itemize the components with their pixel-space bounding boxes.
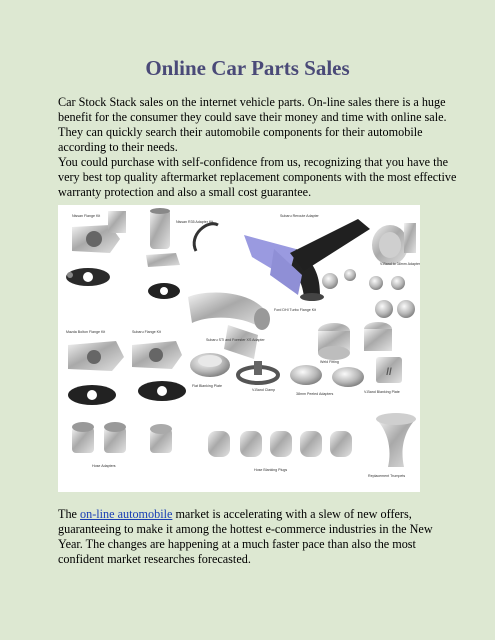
label-vband-38mm-adapter: V-Band to 38mm Adapter [380,262,420,266]
label-hose-blanking-plugs: Hose Blanking Plugs [254,468,288,472]
subaru-reroute-adapter [244,219,370,301]
page-title: Online Car Parts Sales [145,56,350,80]
label-mazda-flange-kit: Mazda Bolton Flange Kit [66,330,106,334]
car-parts-image [58,205,420,492]
paragraph-intro: Car Stock Stack sales on the internet vehicle parts. On-line sales there is a huge benefit for the consumer they could save their money and time with online sale. They can quickly search their automobile components for their automobile according to their needs. [58,95,447,154]
ford-turbo-pipe [188,293,270,359]
label-38mm-peeled-adapters: 38mm Peeled Adapters [296,392,334,396]
small-caps [369,276,415,318]
hose-adapters [72,422,172,453]
paragraph-market-body: market is accelerating with a slew of new offers, guaranteeing to make it among the hottest e-commerce industries in the New Year. The changes are happening at a much faster pace than also the most confident market researches forecasted. [58,507,433,566]
label-subaru-flange-kit: Subaru Flange Kit [132,330,161,334]
label-weld-fitting: Weld Fitting [320,360,339,364]
band-clamp [194,224,218,251]
vband-38mm-adapter [372,223,416,265]
label-hose-adapters: Hose Adapters [92,464,116,468]
label-ford-turbo-flange-kit: Ford DHI Turbo Flange Kit [274,308,316,312]
paragraph-market [58,507,458,567]
label-subaru-reroute-adapter: Subaru Reroute Adapter [280,214,319,218]
mazda-flange-kit [68,341,124,405]
label-vband-blanking-plate: V-Band Blanking Plate [364,390,400,394]
svg-text://: // [386,367,392,378]
label-nissan-flange-kit: Nissan Flange Kit [72,214,101,218]
subaru-flange-kit [132,341,186,401]
r35-adapter-pipe [146,208,180,299]
replacement-trumpets [376,413,416,467]
blanking-plate-and-clamp [190,353,278,383]
paragraph-market-lead: The [58,507,80,521]
label-flat-blanking-plate: Flat Blanking Plate [192,384,222,388]
paragraph-confidence: You could purchase with self-confidence from us, recognizing that you have the very best top quality aftermarket replacement components with the most effective warranty protection and also a small cost guarantee. [58,155,457,199]
online-automobile-link[interactable]: on-line automobile [80,507,173,521]
hose-blanking-plugs [208,431,352,457]
weld-fittings [318,322,392,360]
label-subaru-sti-adapter: Subaru STI and Forester XS Adapter [206,338,265,342]
label-vband-clamp: V-Band Clamp [252,388,276,392]
vband-plates [290,357,402,387]
nissan-flange-kit [66,211,126,286]
label-nissan-r35-adapter: Nissan R35 Adapter Kit [176,220,214,224]
label-replacement-trumpets: Replacement Trumpets [368,474,406,478]
